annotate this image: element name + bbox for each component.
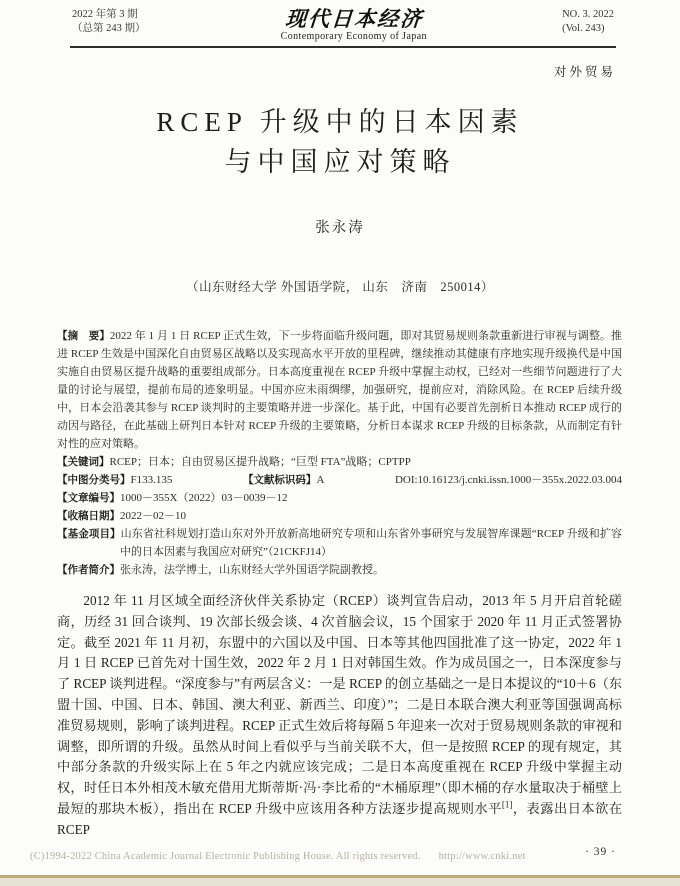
section-label: 对外贸易 [553, 65, 616, 79]
issue-cn-line1: 2022 年第 3 期 [72, 9, 138, 20]
fund-project-label: 【基金项目】 [57, 528, 121, 540]
author-name: 张永涛 [315, 220, 365, 236]
abstract-label: 【摘 要】 [57, 330, 110, 342]
article-body [57, 591, 622, 841]
author-bio-label: 【作者简介】 [57, 564, 120, 576]
running-head [0, 0, 680, 43]
scan-edge-band [0, 875, 680, 886]
fund-project-value: 山东省社科规划打造山东对外开放新高地研究专项和山东省外事研究与发展智库课题“RCEP 升级和扩容中的日本因素与我国应对研究”（21CKFJ14） [120, 528, 623, 558]
received-date-label: 【收稿日期】 [57, 510, 120, 522]
article-title-line1: RCEP 升级中的日本因素 [156, 107, 524, 137]
page-number: · 39 · [585, 845, 616, 858]
article-number [57, 489, 622, 507]
body-paragraph-text: 2012 年 11 月区域全面经济伙伴关系协定（RCEP）谈判宣告启动，2013 年 5 月开启首轮磋商，历经 31 回合谈判、19 次部长级会谈、4 次首脑会议，15 个国家于 2020 年 11 月正式签署协定。截至 2021 年 11 月初，东盟中的六国以及中国、日本等其他四国批准了这一协定，2022 年 1 月 1 日 RCEP 已首先对十国生效，2022 年 2 月 1 日对韩国生效。作为成员国之一，日本深度参与了 RCEP 谈判进程。“深度参与”有两层含义：一是 RCEP 的创立基础之一是日本提议的“10＋6（东盟十国、中国、日本、韩国、澳大利亚、新西兰、印度）”；二是日本联合澳大利亚等国强调高标准贸易规则，影响了谈判进程。RCEP 正式生效后将每隔 5 年迎来一次对于贸易规则条款的审视和调整，即所谓的升级。虽然从时间上看似乎与当前关联不大，但一是按照 RCEP 的现有规定，其中部分条款的升级实际上在 5 年之内就应该完成；二是日本高度重视在 RCEP 升级中掌握主动权，时任日本外相茂木敏充借用尤斯蒂斯·冯·李比希的“木桶原理”（即木桶的存水量取决于桶壁上最短的那块木板），指出在 RCEP 升级中应该用各种方法逐步提高规则水平 [57, 593, 622, 816]
doc-code-value: A [316, 474, 325, 486]
keywords [57, 453, 622, 471]
author-affiliation: （山东财经大学 外国语学院， 山东 济南 250014） [186, 280, 494, 294]
abstract-text: 2022 年 1 月 1 日 RCEP 正式生效，下一步将面临升级问题，即对其贸易规则条款重新进行审视与调整。推进 RCEP 生效是中国深化自由贸易区战略以及实现高水平开放的里程碑，继续推动其健康有序地实现升级换代是中国实施自由贸易区提升战略的重要组成部分。日本高度重视在 RCEP 升级中掌握主动权，已经对一些细节问题进行了大量的讨论与展望，提前布局的迹象明显。中国亦应未雨绸缪，加强研究，提前应对，消除风险。在 RCEP 后续升级中，日本会沿袭其参与 RCEP 谈判时的主要策略并进一步深化。基于此，中国有必要首先剖析日本推动 RCEP 成行的动因与路径，在此基础上研判日本针对 RCEP 升级的主要策略，分析日本谋求 RCEP 升级的目标条款，从而制定有针对性的应对策略。 [57, 330, 622, 450]
author-bio [57, 561, 622, 579]
clc-value: F133.135 [130, 474, 173, 486]
author-bio-value: 张永涛，法学博士，山东财经大学外国语学院副教授。 [120, 564, 384, 576]
received-date-value: 2022－02－10 [120, 510, 186, 522]
article-meta-block [57, 327, 622, 579]
issue-cn-line2: （总第 243 期） [72, 23, 146, 34]
clc-label: 【中图分类号】 [57, 474, 131, 486]
journal-title-calligraphy: 现代日本经济 [283, 6, 424, 31]
keywords-label: 【关键词】 [57, 456, 110, 468]
fund-project [57, 525, 622, 561]
article-number-label: 【文章编号】 [57, 492, 120, 504]
body-paragraph [57, 591, 622, 841]
received-date [57, 507, 622, 525]
doc-code-item [243, 471, 324, 489]
copyright-text: (C)1994-2022 China Academic Journal Electronic Publishing House. All rights reserved. [30, 851, 421, 862]
issue-info-cn [72, 8, 146, 36]
journal-masthead [146, 8, 563, 43]
issue-en-line1: NO. 3. 2022 [562, 9, 614, 20]
journal-title-english: Contemporary Economy of Japan [280, 31, 427, 42]
doi-value: DOI:10.16123/j.cnki.issn.1000－355x.2022.03.004 [394, 474, 622, 486]
footnote-reference: [1] [501, 799, 513, 810]
issue-info-en [562, 8, 614, 36]
clc-item [57, 471, 172, 489]
body-paragraph-text-cont: ，表露出日本欲在 RCEP [57, 800, 623, 837]
doc-code-label: 【文献标识码】 [242, 474, 317, 486]
keywords-text: RCEP；日本；自由贸易区提升战略；“巨型 FTA”战略；CPTPP [109, 456, 411, 468]
article-title-line2: 与中国应对策略 [224, 147, 456, 177]
article-title [40, 102, 640, 182]
issue-en-line2: (Vol. 243) [562, 23, 605, 34]
article-number-value: 1000－355X（2022）03－0039－12 [120, 492, 288, 504]
header-rule [70, 46, 616, 48]
cnki-url: http://www.cnki.net [438, 851, 526, 862]
abstract [57, 327, 622, 453]
classification-row [57, 471, 622, 489]
copyright-footer [30, 851, 640, 862]
